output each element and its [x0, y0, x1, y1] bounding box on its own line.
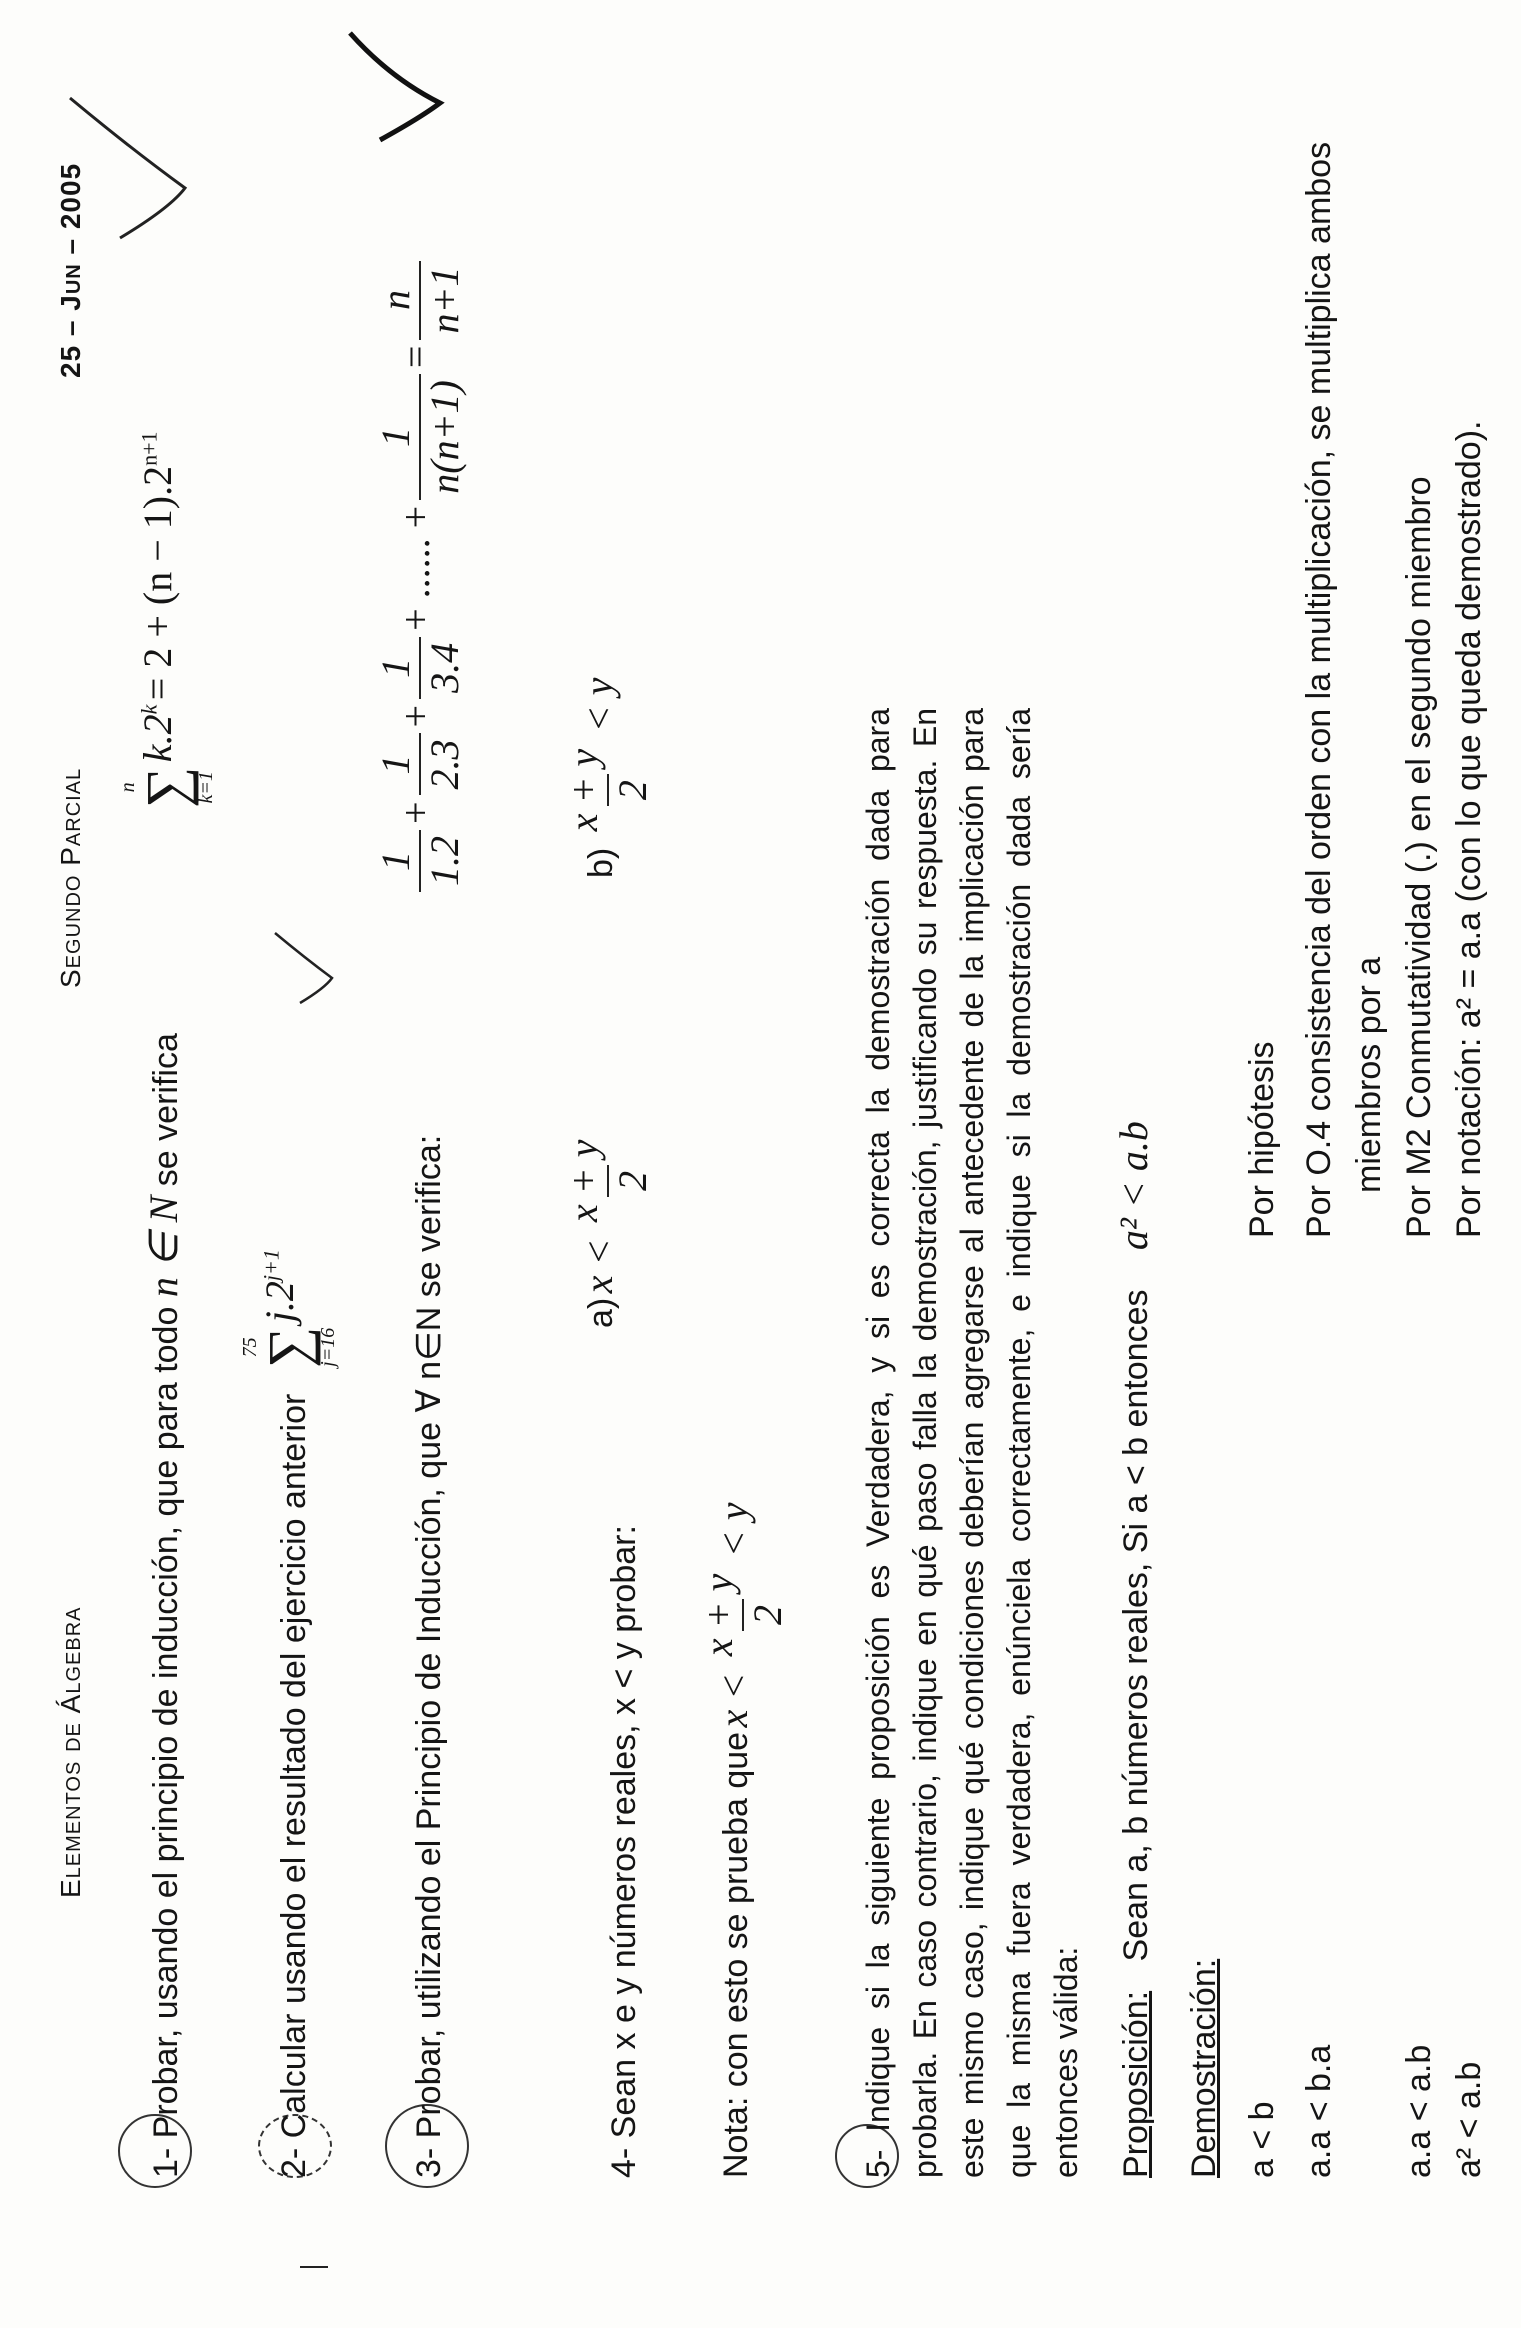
exercise-3-text: 3- Probar, utilizando el Principio de Inducción, que ∀ n∈N se verifica: [410, 1134, 448, 2178]
exercise-1 [140, 1033, 190, 2178]
fraction-result: n n+1 [372, 261, 468, 340]
exercise-3-formula: 1 1.2 + 1 2.3 + 1 3.4 + ...... + 1 n(n+1) = n n+1 [372, 255, 468, 898]
note-rhs: < y [711, 1502, 757, 1558]
exercise-2-formula [240, 1249, 338, 1368]
exam-date: 25 – Jun – 2005 [55, 162, 86, 378]
exercise-2 [270, 1394, 318, 2178]
check-mark-icon [60, 88, 190, 248]
sum-2-upper: 75 [239, 1337, 261, 1358]
exercise-4-part-a [560, 1128, 656, 1328]
part-a-fraction: x + y 2 [561, 1139, 655, 1223]
fraction-1-2: 1 1.2 [372, 830, 468, 892]
demo-step-reason: Por notación: a² = a.a (con lo que queda demostrado). [1450, 420, 1488, 1238]
part-b-rhs: < y [576, 677, 622, 733]
fraction-general-term: 1 n(n+1) [372, 374, 468, 500]
demo-step-reason: Por O.4 consistencia del orden con la multiplicación, se multiplica ambos [1300, 141, 1338, 1238]
sum-2-term: $j.2^{j+1}$ [257, 1249, 303, 1323]
note-lhs: x < [711, 1672, 757, 1728]
fraction-2-3: 1 2.3 [372, 733, 468, 795]
proposition-label: Proposición: [1117, 1990, 1155, 2178]
exercise-2-text: 2- Calcular usando el resultado del ejercicio anterior [275, 1393, 313, 2178]
exercise-4-note [695, 1503, 791, 2178]
summation-2: 75 ∑ j=16 [239, 1326, 339, 1368]
demo-step-reason-cont: miembros por a [1350, 956, 1388, 1193]
exercise-1-text: 1- Probar, usando el principio de inducción, que para todo [147, 1306, 185, 2178]
sum-1-lower: k=1 [195, 771, 217, 804]
part-b-label: b) [582, 847, 621, 878]
part-a-lhs: x < [576, 1238, 622, 1294]
exam-title: Segundo Parcial [55, 767, 86, 988]
note-text: Nota: con esto se prueba que [717, 1731, 756, 2178]
sum-1-rhs: = $2 + (n - 1).2^{n+1}$ [135, 431, 181, 701]
exercise-1-n-in: n ∈ N [141, 1195, 186, 1298]
proposition-conclusion: a² < a.b [1111, 1121, 1156, 1251]
exercise-4-part-b [560, 678, 656, 878]
check-mark-icon [340, 28, 450, 148]
exercise-4-text: 4- Sean x e y números reales, x < y probar: [605, 1525, 643, 2178]
summation-1: n ∑ k=1 [117, 766, 217, 808]
demo-step-lhs: a.a < b.a [1300, 2044, 1338, 2178]
sum-2-lower: j=16 [317, 1327, 339, 1367]
demo-step-lhs: a.a < a.b [1400, 2044, 1438, 2178]
demonstration-label: Demostración: [1185, 1958, 1223, 2178]
proposition [1110, 1121, 1160, 2178]
course-title: Elementos de Álgebra [55, 1606, 86, 1898]
sum-1-upper: n [117, 782, 139, 793]
exercise-1-verifica: se verifica [147, 1033, 185, 1187]
demo-step-reason: Por hipótesis [1243, 1041, 1281, 1238]
part-b-fraction: x + y 2 [561, 748, 655, 832]
part-a-label: a) [582, 1297, 621, 1328]
exercise-1-formula [118, 431, 216, 808]
exercise-5-text: 5- Indique si la siguiente proposición es Verdadera, y si es correcta la demostración dada para probarla. En caso contrario, indique en qué paso falla la demostración, justificando su respuesta. En este mismo caso, indique qué condiciones deberían agregarse al antecedente de la implicación para que la misma fuera verdadera, enúnciela correctamente, e indique si la demostración dada sería entonces válida: [860, 708, 1084, 2178]
check-mark-icon [270, 928, 340, 1008]
fraction-3-4: 1 3.4 [372, 637, 468, 699]
demo-step-lhs: a < b [1243, 2101, 1281, 2178]
proposition-text: Sean a, b números reales, Si a < b entonces [1117, 1289, 1155, 1962]
sum-1-term: k.2$^k$ [135, 704, 181, 763]
demo-step-reason: Por M2 Conmutatividad (.) en el segundo miembro [1400, 476, 1438, 1238]
series-ellipsis: + ...... + [393, 505, 439, 631]
margin-mark [300, 2266, 328, 2268]
demo-step-lhs: a² < a.b [1450, 2061, 1488, 2178]
note-fraction: x + y 2 [696, 1573, 790, 1657]
